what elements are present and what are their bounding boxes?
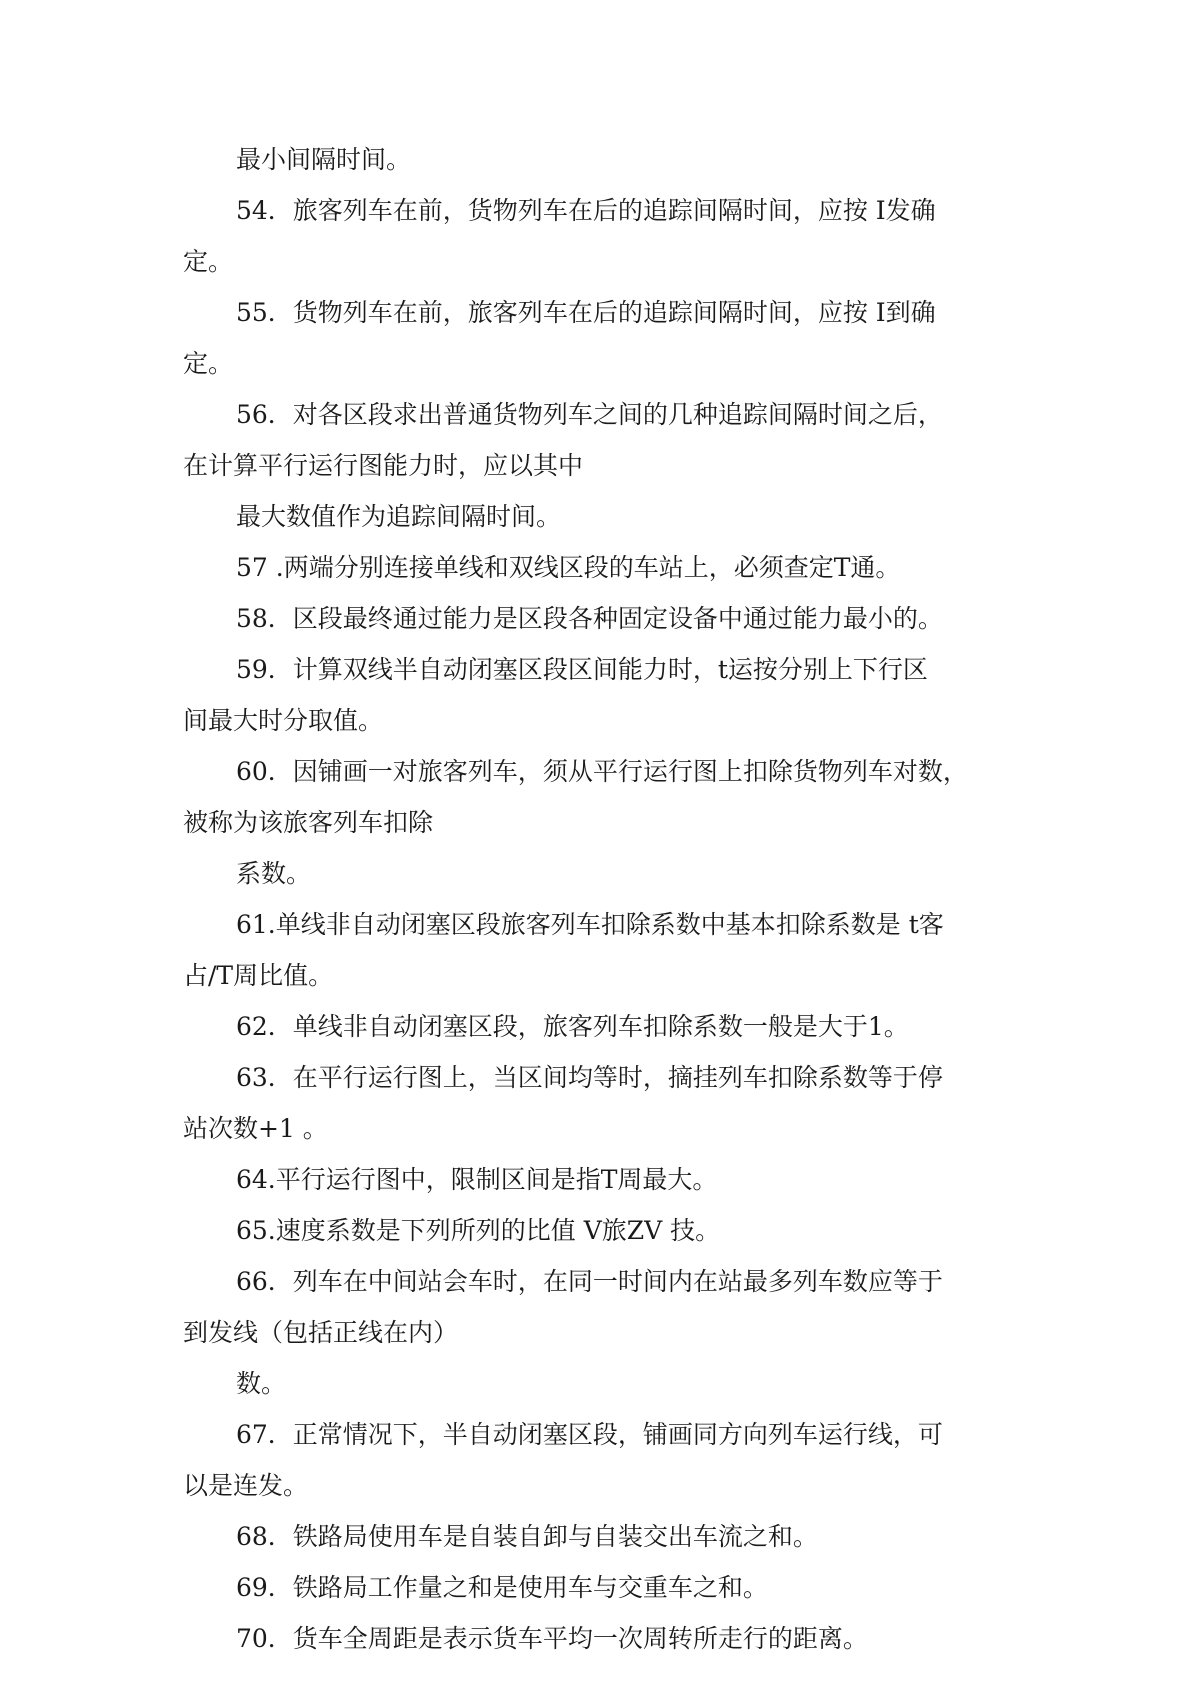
text-line: 70．货车全周距是表示货车平均一次周转所走行的距离。 bbox=[236, 1624, 868, 1653]
text-line: 间最大时分取值。 bbox=[183, 706, 384, 735]
text-line: 54．旅客列车在前，货物列车在后的追踪间隔时间，应按 I发确 bbox=[236, 196, 936, 225]
continuation-paragraph bbox=[183, 491, 1023, 542]
numbered-item bbox=[183, 389, 1023, 491]
text-line: 在计算平行运行图能力时，应以其中 bbox=[183, 451, 584, 480]
numbered-item bbox=[183, 899, 1023, 1001]
text-line: 被称为该旅客列车扣除 bbox=[183, 808, 434, 837]
continuation-paragraph bbox=[183, 848, 1023, 899]
numbered-item bbox=[183, 746, 1023, 848]
numbered-item bbox=[183, 593, 1023, 644]
text-line: 58．区段最终通过能力是区段各种固定设备中通过能力最小的。 bbox=[236, 604, 943, 633]
numbered-item bbox=[183, 1613, 1023, 1664]
numbered-item bbox=[183, 185, 1023, 287]
text-line: 67．正常情况下，半自动闭塞区段，铺画同方向列车运行线，可 bbox=[236, 1420, 943, 1449]
text-line: 66．列车在中间站会车时，在同一时间内在站最多列车数应等于 bbox=[236, 1267, 943, 1296]
text-line: 65.速度系数是下列所列的比值 V旅ZV 技。 bbox=[236, 1216, 721, 1245]
numbered-item bbox=[183, 1511, 1023, 1562]
text-line: 55．货物列车在前，旅客列车在后的追踪间隔时间，应按 I到确 bbox=[236, 298, 936, 327]
text-line: 占/T周比值。 bbox=[183, 961, 334, 990]
text-line: 68．铁路局使用车是自装自卸与自装交出车流之和。 bbox=[236, 1522, 818, 1551]
numbered-item bbox=[183, 287, 1023, 389]
numbered-item bbox=[183, 542, 1023, 593]
text-line: 最大数值作为追踪间隔时间。 bbox=[236, 502, 562, 531]
text-line: 62．单线非自动闭塞区段，旅客列车扣除系数一般是大于1。 bbox=[236, 1012, 909, 1041]
text-line: 57 .两端分别连接单线和双线区段的车站上，必须查定T通。 bbox=[236, 553, 901, 582]
text-line: 59．计算双线半自动闭塞区段区间能力时，t运按分别上下行区 bbox=[236, 655, 928, 684]
text-line: 最小间隔时间。 bbox=[236, 145, 412, 174]
continuation-paragraph bbox=[183, 134, 1023, 185]
numbered-item bbox=[183, 1562, 1023, 1613]
text-line: 定。 bbox=[183, 247, 234, 276]
text-line: 63．在平行运行图上，当区间均等时，摘挂列车扣除系数等于停 bbox=[236, 1063, 943, 1092]
text-line: 56．对各区段求出普通货物列车之间的几种追踪间隔时间之后， bbox=[236, 400, 943, 429]
numbered-item bbox=[183, 1205, 1023, 1256]
numbered-item bbox=[183, 1001, 1023, 1052]
text-line: 站次数+1 。 bbox=[183, 1114, 328, 1143]
numbered-item bbox=[183, 1154, 1023, 1205]
text-line: 64.平行运行图中，限制区间是指T周最大。 bbox=[236, 1165, 718, 1194]
numbered-item bbox=[183, 1409, 1023, 1511]
numbered-item bbox=[183, 1256, 1023, 1358]
continuation-paragraph bbox=[183, 1358, 1023, 1409]
text-line: 到发线（包括正线在内） bbox=[183, 1318, 459, 1347]
text-line: 61.单线非自动闭塞区段旅客列车扣除系数中基本扣除系数是 t客 bbox=[236, 910, 944, 939]
text-line: 69．铁路局工作量之和是使用车与交重车之和。 bbox=[236, 1573, 768, 1602]
text-line: 60．因铺画一对旅客列车，须从平行运行图上扣除货物列车对数， bbox=[236, 757, 968, 786]
numbered-item bbox=[183, 1052, 1023, 1154]
numbered-item bbox=[183, 644, 1023, 746]
text-line: 数。 bbox=[236, 1369, 287, 1398]
text-line: 以是连发。 bbox=[183, 1471, 309, 1500]
text-line: 定。 bbox=[183, 349, 234, 378]
text-line: 系数。 bbox=[236, 859, 312, 888]
document-body bbox=[183, 134, 1023, 1664]
